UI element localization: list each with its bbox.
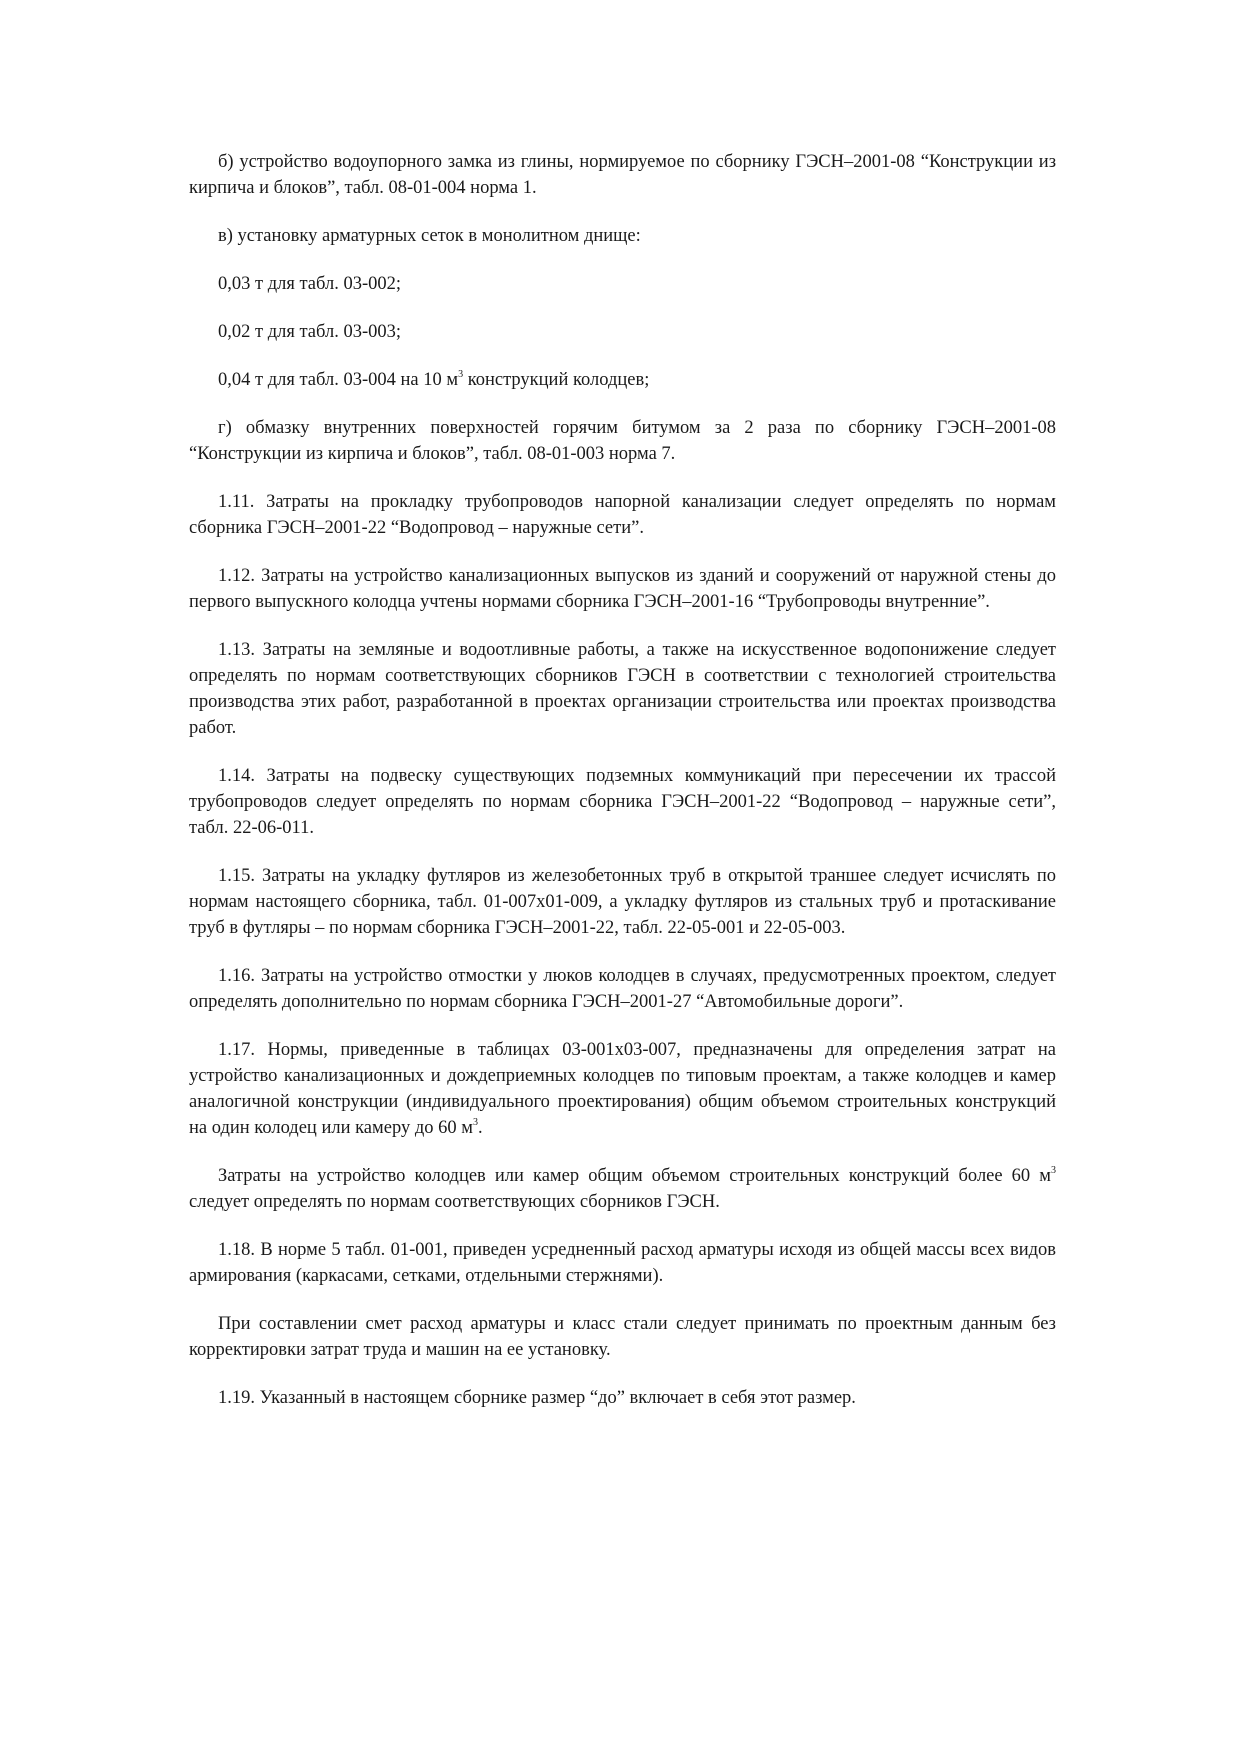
paragraph-1-11: 1.11. Затраты на прокладку трубопроводов напорной канализации следует определять по нормам сборника ГЭСН–2001-22 “Водопровод – наружные сети”. — [189, 492, 1056, 538]
paragraph-1-14: 1.14. Затраты на подвеску существующих подземных коммуникаций при пересечении их трассой трубопроводов следует определять по нормам сборника ГЭСН–2001-22 “Водопровод – наружные сети”, табл. 22-06-011. — [189, 766, 1056, 838]
paragraph-1-15: 1.15. Затраты на укладку футляров из железобетонных труб в открытой траншее следует исчислять по нормам настоящего сборника, табл. 01-007х01-009, а укладку футляров из стальных труб и протаскивание труб в футляры – по нормам сборника ГЭСН–2001-22, табл. 22-05-001 и 22-05-003. — [189, 866, 1056, 938]
superscript: 3 — [472, 1116, 478, 1128]
paragraph-table-03-002: 0,03 т для табл. 03-002; — [218, 274, 401, 294]
paragraph-text: 0,04 т для табл. 03-004 на 10 м — [218, 370, 459, 390]
superscript: 3 — [1051, 1164, 1056, 1176]
paragraph-1-17-continued — [189, 1163, 1056, 1215]
paragraph-1-18: 1.18. В норме 5 табл. 01-001, приведен усредненный расход арматуры исходя из общей массы всех видов армирования (каркасами, сетками, отдельными стержнями). — [189, 1240, 1056, 1286]
paragraph-1-19: 1.19. Указанный в настоящем сборнике размер “до” включает в себя этот размер. — [218, 1388, 856, 1408]
paragraph-g-bitumen-coating: г) обмазку внутренних поверхностей горячим битумом за 2 раза по сборнику ГЭСН–2001-08 “Конструкции из кирпича и блоков”, табл. 08-01-003 норма 7. — [189, 418, 1056, 464]
paragraph-text: следует определять по нормам соответствующих сборников ГЭСН. — [189, 1192, 720, 1212]
paragraph-text: . — [477, 1118, 483, 1138]
paragraph-text: конструкций колодцев; — [463, 370, 650, 390]
paragraph-1-12: 1.12. Затраты на устройство канализационных выпусков из зданий и сооружений от наружной стены до первого выпускного колодца учтены нормами сборника ГЭСН–2001-16 “Трубопроводы внутренние”. — [189, 566, 1056, 612]
paragraph-1-18-estimates: При составлении смет расход арматуры и класс стали следует принимать по проектным данным без корректировки затрат труда и машин на ее установку. — [189, 1314, 1056, 1360]
paragraph-1-16: 1.16. Затраты на устройство отмостки у люков колодцев в случаях, предусмотренных проектом, следует определять дополнительно по нормам сборника ГЭСН–2001-27 “Автомобильные дороги”. — [189, 966, 1056, 1012]
paragraph-b-clay-lock: б) устройство водоупорного замка из глины, нормируемое по сборнику ГЭСН–2001-08 “Конструкции из кирпича и блоков”, табл. 08-01-004 норма 1. — [189, 152, 1056, 198]
paragraph-text: Затраты на устройство колодцев или камер общим объемом строительных конструкций более 60 м — [218, 1166, 1051, 1186]
paragraph-1-13: 1.13. Затраты на земляные и водоотливные работы, а также на искусственное водопонижение следует определять по нормам соответствующих сборников ГЭСН в соответствии с технологией строительства производства этих работ, разработанной в проектах организации строительства или проектах производства работ. — [189, 640, 1056, 738]
paragraph-table-03-003: 0,02 т для табл. 03-003; — [218, 322, 401, 342]
superscript: 3 — [458, 368, 464, 380]
document-page — [189, 149, 1056, 1433]
paragraph-table-03-004 — [189, 367, 1056, 393]
paragraph-text: 1.17. Нормы, приведенные в таблицах 03-001х03-007, предназначены для определения затрат на устройство канализационных и дождеприемных колодцев по типовым проектам, а также колодцев и камер аналогичной конструкции (индивидуального проектирования) общим объемом строительных конструкций на один колодец или камеру до 60 м — [189, 1040, 1056, 1138]
paragraph-v-reinforcement-mesh: в) установку арматурных сеток в монолитном днище: — [218, 226, 641, 246]
paragraph-1-17 — [189, 1037, 1056, 1141]
